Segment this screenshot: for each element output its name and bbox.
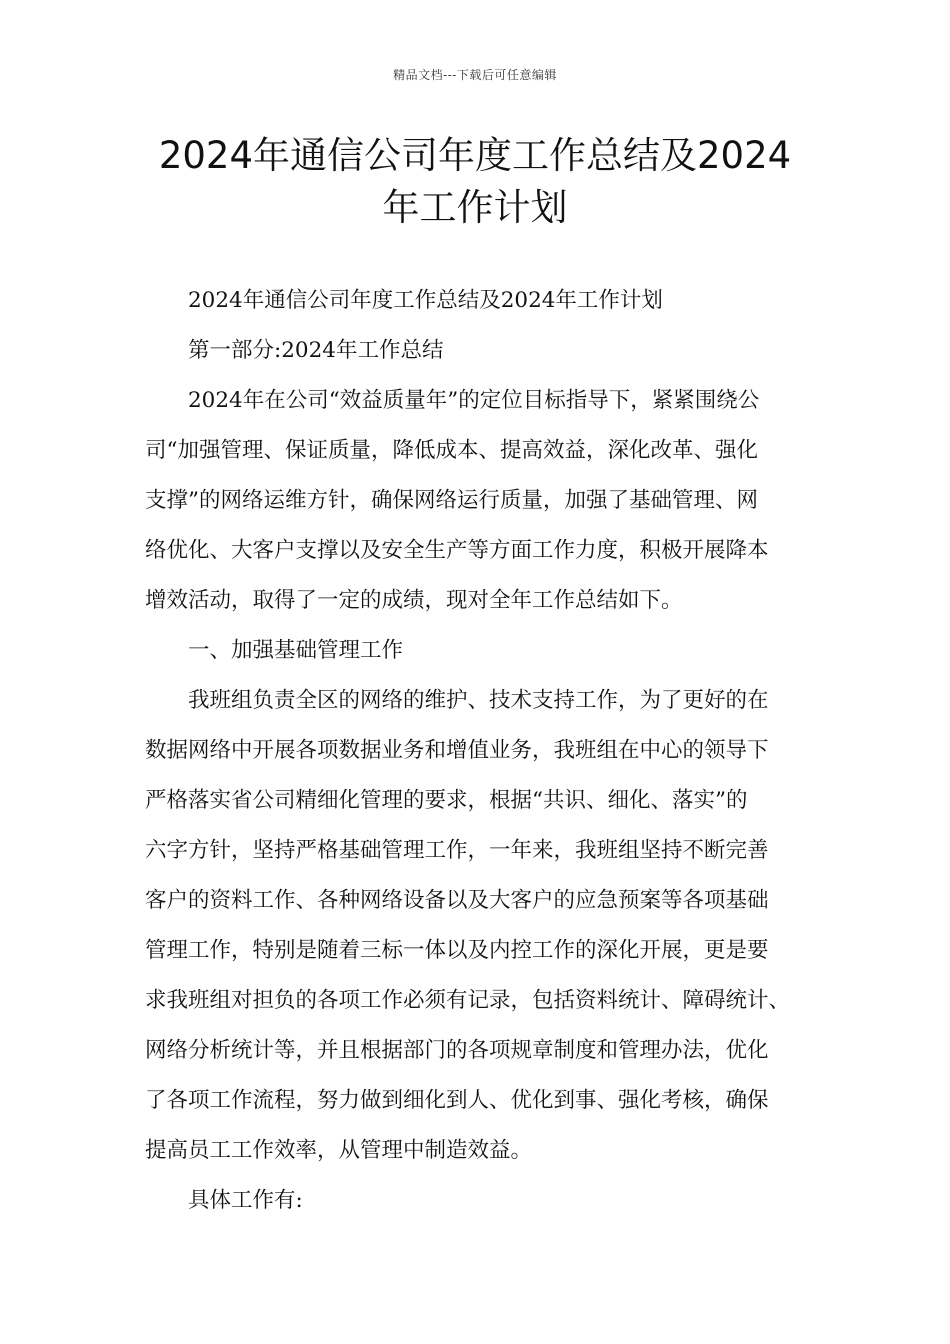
text-line: 数据网络中开展各项数据业务和增值业务，我班组在中心的领导下 <box>145 738 769 763</box>
text-line: 管理工作，特别是随着三标一体以及内控工作的深化开展，更是要 <box>145 938 769 963</box>
header-note: 精品文档---下载后可任意编辑 <box>393 68 557 82</box>
paragraph-section-body <box>145 676 805 1176</box>
text-line: 一、加强基础管理工作 <box>188 638 404 663</box>
text-line: 求我班组对担负的各项工作必须有记录，包括资料统计、障碍统计、 <box>145 988 791 1013</box>
title-line-2: 年工作计划 <box>382 186 568 229</box>
text-line: 司“加强管理、保证质量，降低成本、提高效益，深化改革、强化 <box>145 438 758 463</box>
text-line: 客户的资料工作、各种网络设备以及大客户的应急预案等各项基础 <box>145 888 769 913</box>
paragraph-section-heading <box>145 626 805 676</box>
text-line: 我班组负责全区的网络的维护、技术支持工作，为了更好的在 <box>188 688 769 713</box>
text-line: 具体工作有: <box>188 1188 303 1213</box>
text-line: 2024年在公司“效益质量年”的定位目标指导下，紧紧围绕公 <box>188 388 760 413</box>
paragraph-part-heading <box>145 326 805 376</box>
text-line: 2024年通信公司年度工作总结及2024年工作计划 <box>188 288 663 313</box>
text-line: 六字方针，坚持严格基础管理工作，一年来，我班组坚持不断完善 <box>145 838 769 863</box>
paragraph-specific-work <box>145 1176 805 1226</box>
text-line: 络优化、大客户支撑以及安全生产等方面工作力度，积极开展降本 <box>145 538 769 563</box>
text-line: 第一部分:2024年工作总结 <box>188 338 444 363</box>
document-title <box>120 130 830 234</box>
text-line: 严格落实省公司精细化管理的要求，根据“共识、细化、落实”的 <box>145 788 748 813</box>
text-line: 支撑”的网络运维方针，确保网络运行质量，加强了基础管理、网 <box>145 488 758 513</box>
title-line-1: 2024年通信公司年度工作总结及2024 <box>158 134 792 177</box>
paragraph-subtitle <box>145 276 805 326</box>
paragraph-intro <box>145 376 805 626</box>
text-line: 提高员工工作效率，从管理中制造效益。 <box>145 1138 533 1163</box>
text-line: 增效活动，取得了一定的成绩，现对全年工作总结如下。 <box>145 588 683 613</box>
text-line: 网络分析统计等，并且根据部门的各项规章制度和管理办法，优化 <box>145 1038 769 1063</box>
text-line: 了各项工作流程，努力做到细化到人、优化到事、强化考核，确保 <box>145 1088 769 1113</box>
document-body <box>145 276 805 1226</box>
